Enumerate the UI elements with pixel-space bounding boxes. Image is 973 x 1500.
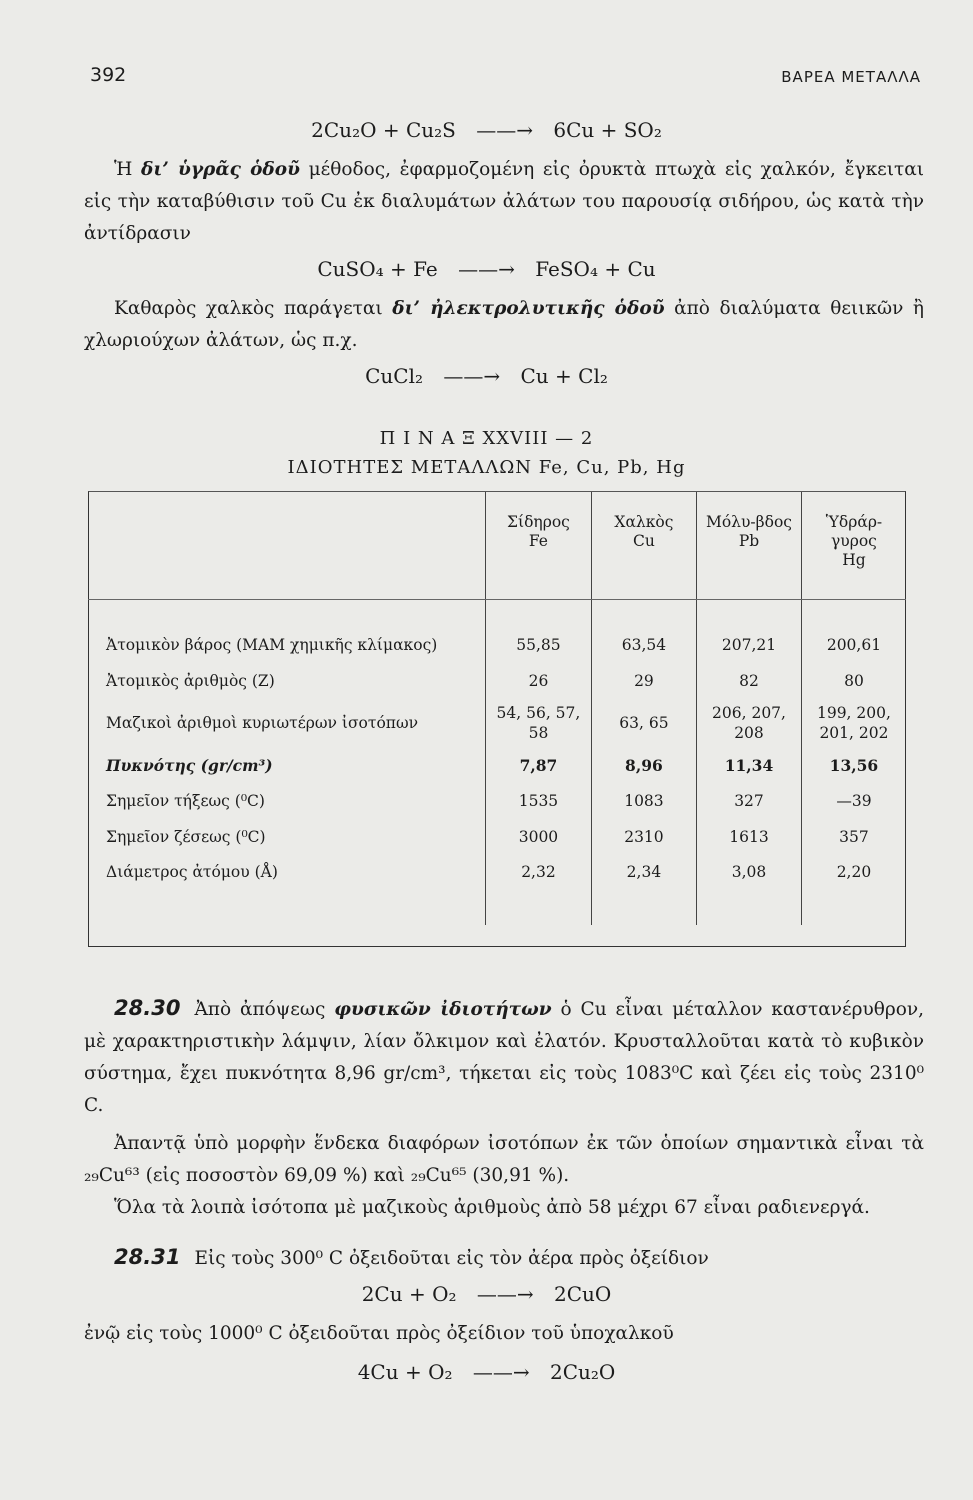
equation-2 [0, 257, 973, 281]
equation-3 [0, 364, 973, 388]
equation-1-arrow: ——→ [476, 118, 533, 142]
table-cell: 2,32 [486, 855, 592, 925]
para1-pre: Ἡ [114, 159, 142, 180]
paragraph-wet-method [84, 154, 924, 250]
table-row [88, 699, 906, 747]
table-row [88, 819, 906, 855]
para2-emphasis: δι’ ἠλεκτρολυτικῆς ὁδοῦ [392, 298, 665, 319]
table-cell: 199, 200, 201, 202 [801, 699, 906, 747]
column-name: Χαλκὸς [614, 513, 674, 531]
equation-1-lhs: 2Cu₂O + Cu₂S [311, 118, 456, 142]
table-cell: 3,08 [697, 855, 802, 925]
table-cell: 2,20 [801, 855, 906, 925]
equation-4 [0, 1282, 973, 1306]
table-caption: Π Ι Ν Α Ξ XXVIII — 2 [379, 428, 594, 449]
running-title: ΒΑΡΕΑ ΜΕΤΑΛΛΑ [781, 68, 921, 86]
table-cell: 206, 207, 208 [697, 699, 802, 747]
paragraph-electrolytic [84, 293, 924, 357]
para2-post: ἀπὸ διαλύματα θειικῶν ἢ χλωριούχων ἀλάτων, ὡς π.χ. [84, 298, 925, 351]
table-cell: 357 [801, 819, 906, 855]
paragraph-oxide [84, 1318, 924, 1350]
column-header-copper [591, 491, 696, 627]
table-cell: 207,21 [697, 627, 802, 663]
table-cell: 55,85 [486, 627, 592, 663]
row-label: Ἀτομικὸν βάρος (ΜΑΜ χημικῆς κλίμακος) [106, 636, 438, 654]
row-label: Πυκνότης (gr/cm³) [106, 755, 273, 775]
section-number: 28.31 [114, 1245, 181, 1269]
table-subcaption: ΙΔΙΟΤΗΤΕΣ ΜΕΤΑΛΛΩΝ Fe, Cu, Pb, Hg [287, 457, 686, 478]
row-label: Ἀτομικὸς ἀριθμὸς (Z) [106, 672, 275, 690]
row-label: Διάμετρος ἀτόμου (Å) [106, 863, 278, 881]
equation-4-rhs: 2CuO [553, 1282, 612, 1306]
table-cell: 200,61 [801, 627, 906, 663]
column-name: Ὑδράρ-γυρος [825, 513, 883, 550]
equation-4-arrow: ——→ [476, 1282, 534, 1306]
equation-5-arrow: ——→ [472, 1360, 530, 1384]
equation-3-rhs: Cu + Cl₂ [520, 364, 608, 388]
paragraph-oxide-text: ἐνῷ εἰς τοὺς 1000⁰ C ὀξειδοῦται πρὸς ὀξείδιον τοῦ ὑποχαλκοῦ [84, 1323, 674, 1344]
equation-1-rhs: 6Cu + SO₂ [553, 118, 662, 142]
equation-1 [0, 118, 973, 142]
equation-5-lhs: 4Cu + O₂ [357, 1360, 453, 1384]
section-number: 28.30 [114, 996, 181, 1020]
table-row [88, 855, 906, 925]
table-row [88, 783, 906, 819]
table-cell: 63, 65 [591, 699, 696, 747]
para1-emphasis: δι’ ὑγρᾶς ὁδοῦ [141, 159, 300, 180]
paragraph-isotopes: Ἀπαντᾷ ὑπὸ μορφὴν ἕνδεκα διαφόρων ἰσοτόπων ἐκ τῶν ὁποίων σημαντικὰ εἶναι τὰ ₂₉Cu⁶³ (εἰς ποσοστὸν 69,09 %) καὶ ₂₉Cu⁶⁵ (30,91 %). [84, 1133, 924, 1186]
equation-3-arrow: ——→ [443, 364, 501, 388]
page-number: 392 [90, 64, 127, 86]
properties-table [88, 491, 906, 925]
table-cell: 13,56 [801, 747, 906, 783]
table-cell: 82 [697, 663, 802, 699]
column-name: Σίδηρος [507, 513, 570, 531]
column-symbol: Cu [633, 532, 655, 550]
column-header-iron [486, 491, 592, 627]
table-row [88, 663, 906, 699]
equation-5-rhs: 2Cu₂O [549, 1360, 616, 1384]
section-28-30 [84, 992, 924, 1224]
row-label: Σημεῖον ζέσεως (⁰C) [106, 828, 266, 846]
table-row [88, 747, 906, 783]
sec2831-text: Εἰς τοὺς 300⁰ C ὀξειδοῦται εἰς τὸν ἀέρα πρὸς ὀξείδιον [194, 1248, 709, 1269]
equation-2-rhs: FeSO₄ + Cu [535, 257, 656, 281]
table-cell: 63,54 [591, 627, 696, 663]
table-header-empty [88, 491, 486, 627]
table-cell: —39 [801, 783, 906, 819]
sec2830-post: ὁ Cu εἶναι μέταλλον καστανέρυθρον, μὲ χαρακτηριστικὴν λάμψιν, λίαν ὄλκιμον καὶ ἐλατόν. Κρυσταλλοῦται κατὰ τὸ κυβικὸν σύστημα, ἔχει πυκνότητα 8,96 gr/cm³, τήκεται εἰς τοὺς 1083⁰C καὶ ζέει εἰς τοὺς 2310⁰ C. [84, 999, 924, 1116]
column-header-mercury [801, 491, 906, 627]
table-row [88, 627, 906, 663]
paragraph-radioactive: Ὅλα τὰ λοιπὰ ἰσότοπα μὲ μαζικοὺς ἀριθμοὺς ἀπὸ 58 μέχρι 67 εἶναι ραδιενεργά. [114, 1197, 870, 1218]
equation-2-lhs: CuSO₄ + Fe [317, 257, 438, 281]
column-name: Μόλυ-βδος [705, 513, 792, 531]
table-cell: 2310 [591, 819, 696, 855]
row-label: Μαζικοὶ ἀριθμοὶ κυριωτέρων ἰσοτόπων [106, 714, 419, 732]
table-header-row [88, 491, 906, 627]
row-label: Σημεῖον τήξεως (⁰C) [106, 792, 265, 810]
table-cell: 1613 [697, 819, 802, 855]
equation-4-lhs: 2Cu + O₂ [361, 1282, 457, 1306]
table-cell: 11,34 [697, 747, 802, 783]
column-symbol: Fe [528, 532, 548, 550]
table-cell: 54, 56, 57, 58 [486, 699, 592, 747]
column-header-lead [697, 491, 802, 627]
column-symbol: Pb [738, 532, 760, 550]
table-cell: 1535 [486, 783, 592, 819]
table-header-divider [88, 599, 906, 600]
para1-post: μέθοδος, ἐφαρμοζομένη εἰς ὀρυκτὰ πτωχὰ εἰς χαλκόν, ἔγκειται εἰς τὴν καταβύθισιν τοῦ Cu ἐκ διαλυμάτων ἀλάτων του παρουσίᾳ σιδήρου, ὡς κατὰ τὴν ἀντίδρασιν [84, 159, 924, 244]
equation-2-arrow: ——→ [458, 257, 515, 281]
equation-3-lhs: CuCl₂ [365, 364, 424, 388]
para2-pre: Καθαρὸς χαλκὸς παράγεται [114, 298, 393, 319]
table-cell: 80 [801, 663, 906, 699]
table-cell: 2,34 [591, 855, 696, 925]
section-28-31 [84, 1241, 924, 1275]
table-cell: 7,87 [486, 747, 592, 783]
table-cell: 26 [486, 663, 592, 699]
table-cell: 327 [697, 783, 802, 819]
column-symbol: Hg [842, 551, 866, 569]
table-cell: 29 [591, 663, 696, 699]
table-cell: 1083 [591, 783, 696, 819]
sec2830-pre: Ἀπὸ ἀπόψεως [194, 999, 335, 1020]
table-cell: 8,96 [591, 747, 696, 783]
sec2830-emphasis: φυσικῶν ἰδιοτήτων [334, 999, 552, 1020]
table-cell: 3000 [486, 819, 592, 855]
equation-5 [0, 1360, 973, 1384]
